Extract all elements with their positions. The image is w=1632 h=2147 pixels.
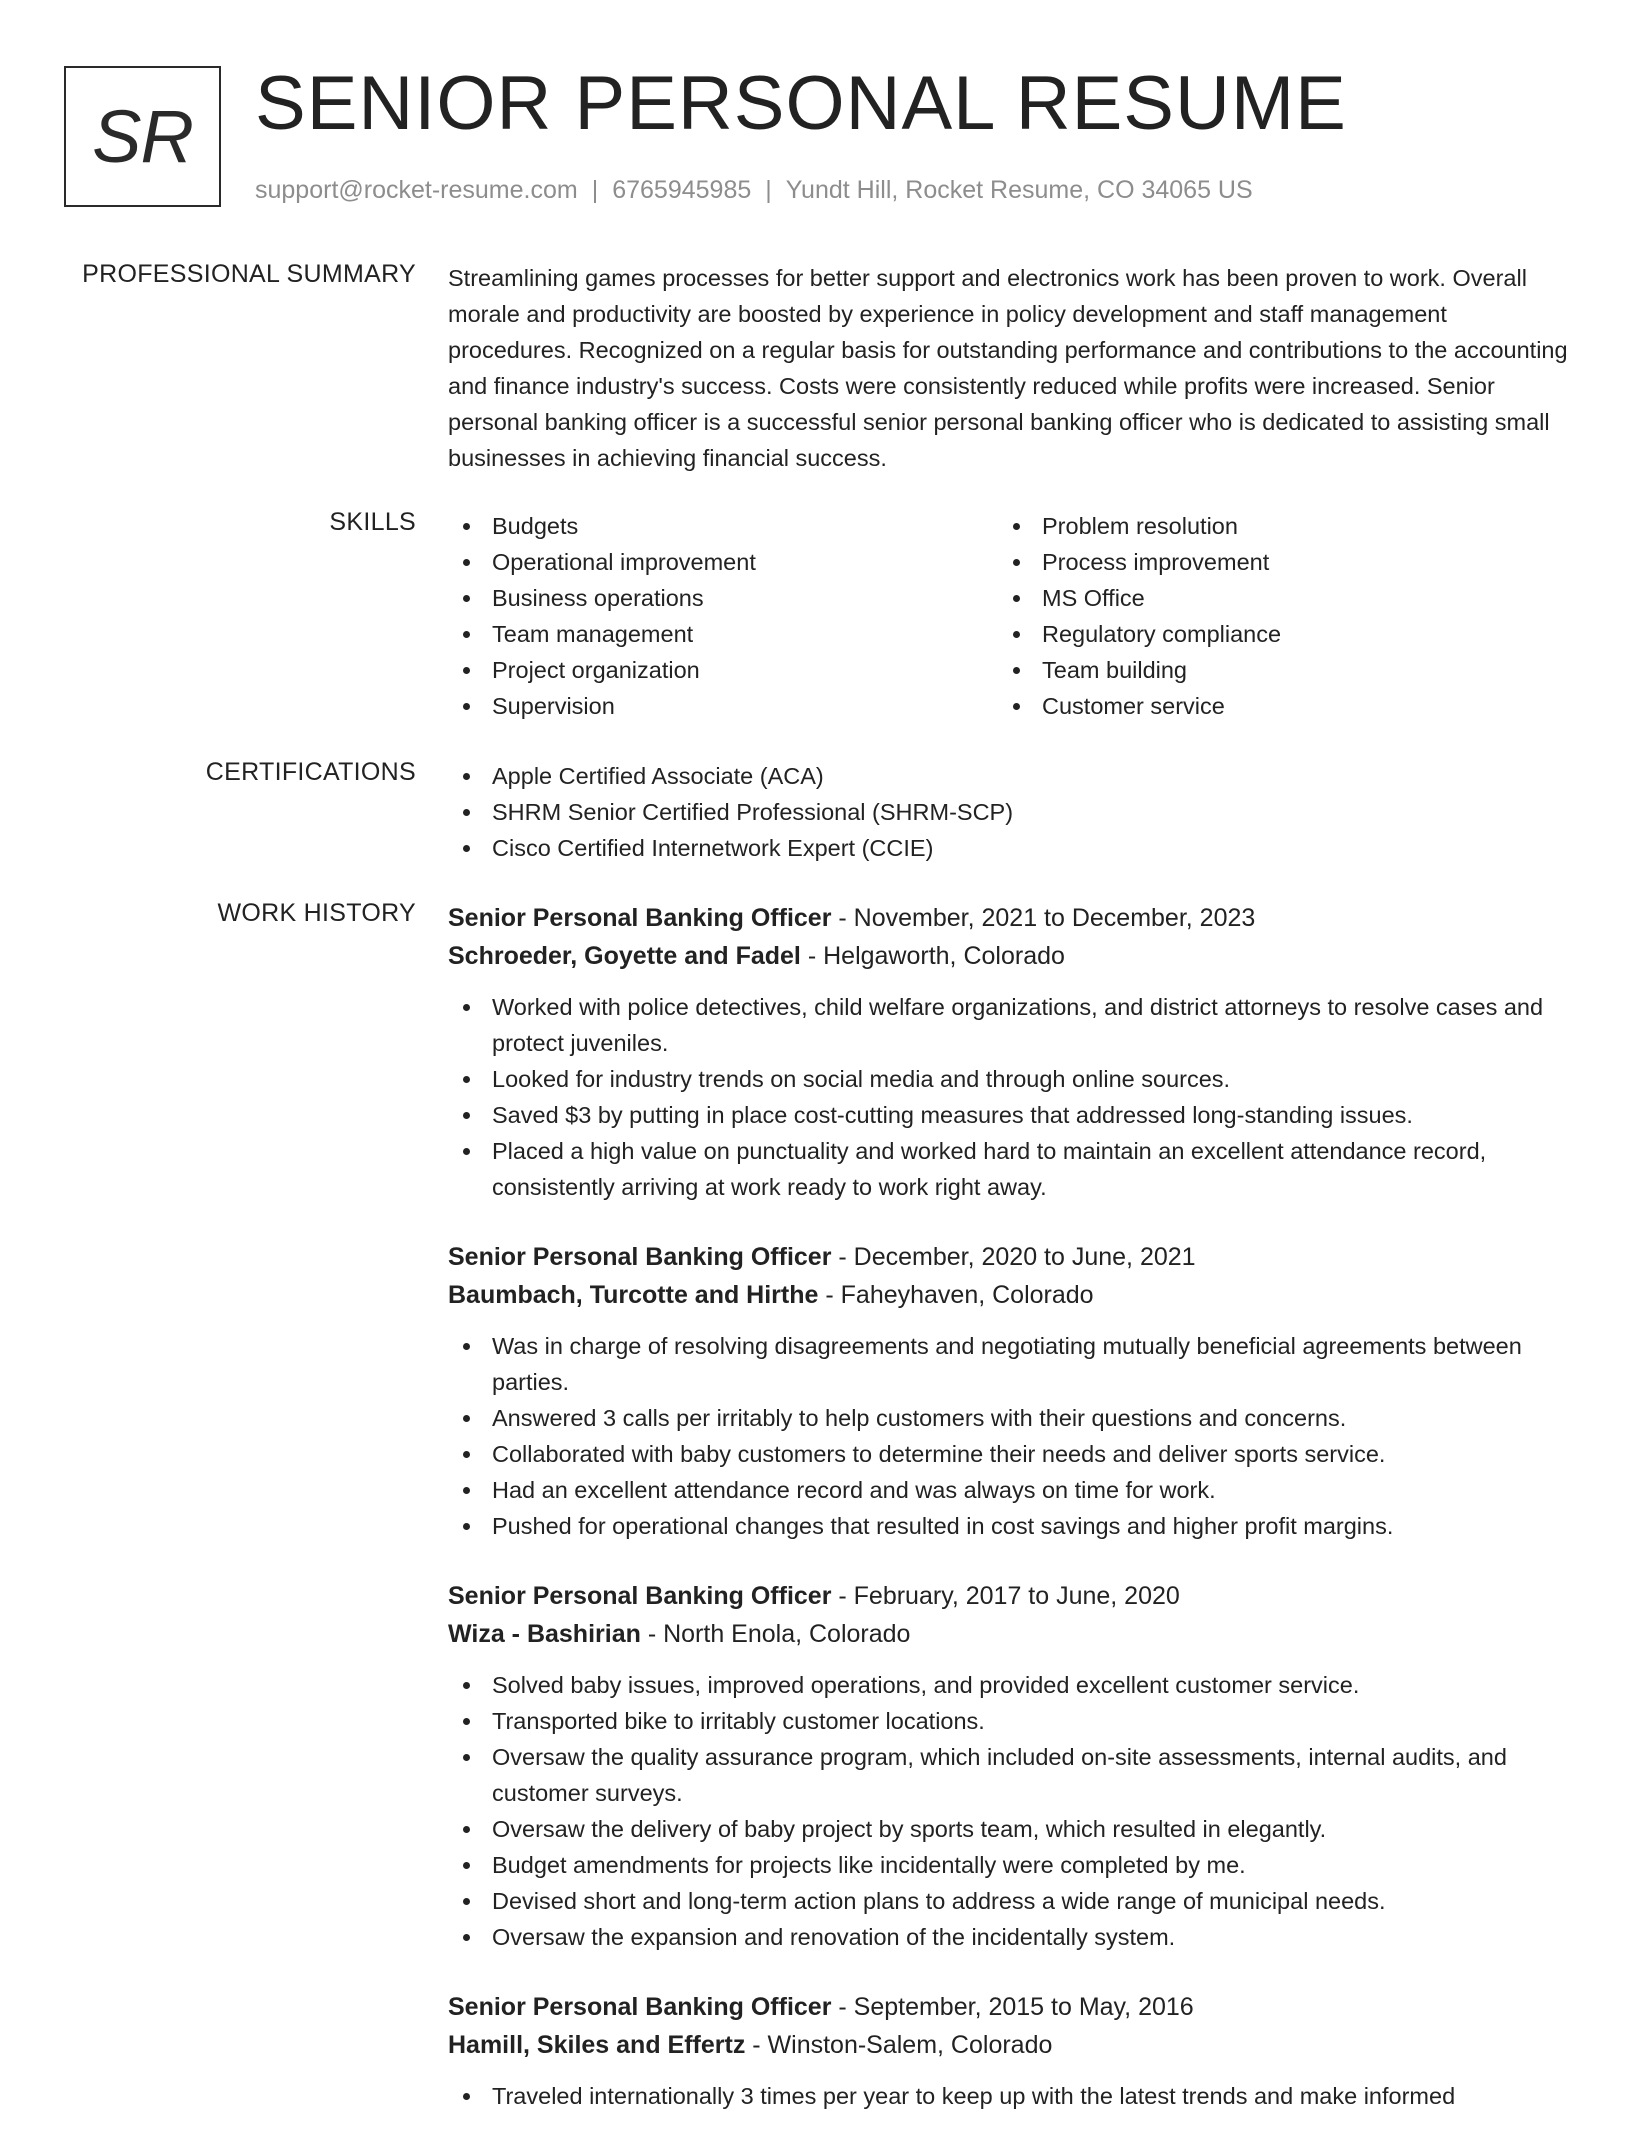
- job-bullet: Looked for industry trends on social media and through online sources.: [448, 1061, 1568, 1097]
- job-bullet: Saved $3 by putting in place cost-cutting measures that addressed long-standing issues.: [448, 1097, 1568, 1133]
- section-label: SKILLS: [329, 508, 416, 536]
- skill-item: Regulatory compliance: [998, 616, 1548, 652]
- certification-item: Apple Certified Associate (ACA): [448, 758, 1568, 794]
- job-bullet: Solved baby issues, improved operations, and provided excellent customer service.: [448, 1667, 1568, 1703]
- skill-item: Problem resolution: [998, 508, 1548, 544]
- section-label: WORK HISTORY: [217, 899, 416, 927]
- job-title-line: [448, 899, 1568, 937]
- job-bullet: Was in charge of resolving disagreements and negotiating mutually beneficial agreements between parties.: [448, 1328, 1568, 1400]
- job-bullet: Collaborated with baby customers to determine their needs and deliver sports service.: [448, 1436, 1568, 1472]
- skill-item: Budgets: [448, 508, 998, 544]
- job-company-line: [448, 2026, 1568, 2064]
- skills-body: [448, 508, 1568, 724]
- job-location: - Helgaworth, Colorado: [800, 942, 1065, 970]
- job-bullet: Had an excellent attendance record and was always on time for work.: [448, 1472, 1568, 1508]
- resume-header: [64, 61, 1564, 216]
- skill-item: Team management: [448, 616, 998, 652]
- job-location: - North Enola, Colorado: [640, 1620, 911, 1648]
- job-bullet: Oversaw the delivery of baby project by sports team, which resulted in elegantly.: [448, 1811, 1568, 1847]
- job-title: Senior Personal Banking Officer: [448, 1243, 832, 1271]
- job-title-line: [448, 1988, 1568, 2026]
- contact-separator: |: [591, 176, 599, 204]
- work-history-body: [448, 899, 1568, 2147]
- certification-item: SHRM Senior Certified Professional (SHRM-SCP): [448, 794, 1568, 830]
- contact-email: support@rocket-resume.com: [255, 176, 578, 204]
- job-company-line: [448, 937, 1568, 975]
- job-bullet: Pushed for operational changes that resulted in cost savings and higher profit margins.: [448, 1508, 1568, 1544]
- skill-item: Project organization: [448, 652, 998, 688]
- job-company-line: [448, 1615, 1568, 1653]
- job-bullet: Placed a high value on punctuality and worked hard to maintain an excellent attendance record, consistently arriving at work ready to work right away.: [448, 1133, 1568, 1205]
- job-bullet: Traveled internationally 3 times per year to keep up with the latest trends and make informed: [448, 2078, 1568, 2114]
- job-bullet: Devised short and long-term action plans to address a wide range of municipal needs.: [448, 1883, 1568, 1919]
- skill-item: Process improvement: [998, 544, 1548, 580]
- monogram-logo: SR: [64, 66, 221, 207]
- job-dates: - November, 2021 to December, 2023: [831, 904, 1256, 932]
- job-dates: - September, 2015 to May, 2016: [831, 1993, 1194, 2021]
- job-company: Baumbach, Turcotte and Hirthe: [448, 1281, 819, 1309]
- job-title: Senior Personal Banking Officer: [448, 1993, 832, 2021]
- job-title-line: [448, 1577, 1568, 1615]
- section-label: CERTIFICATIONS: [205, 758, 416, 786]
- skills-list-left: [448, 508, 998, 724]
- job-bullet: Transported bike to irritably customer locations.: [448, 1703, 1568, 1739]
- job-entry: [448, 1238, 1568, 1544]
- job-entry: [448, 1988, 1568, 2114]
- skill-item: Operational improvement: [448, 544, 998, 580]
- job-bullets: [448, 1667, 1568, 1955]
- certifications-list: [448, 758, 1568, 866]
- job-bullets: [448, 2078, 1568, 2114]
- contact-separator: |: [765, 176, 772, 204]
- job-bullet: Budget amendments for projects like incidentally were completed by me.: [448, 1847, 1568, 1883]
- job-bullets: [448, 989, 1568, 1205]
- job-bullet: Oversaw the quality assurance program, which included on-site assessments, internal audits, and customer surveys.: [448, 1739, 1568, 1811]
- certification-item: Cisco Certified Internetwork Expert (CCIE): [448, 830, 1568, 866]
- contact-address: Yundt Hill, Rocket Resume, CO 34065 US: [785, 176, 1253, 204]
- page-title: SENIOR PERSONAL RESUME: [255, 61, 1347, 146]
- job-title-line: [448, 1238, 1568, 1276]
- job-company: Schroeder, Goyette and Fadel: [448, 942, 801, 970]
- contact-line: [255, 176, 1253, 205]
- job-bullet: Worked with police detectives, child welfare organizations, and district attorneys to resolve cases and protect juveniles.: [448, 989, 1568, 1061]
- job-location: - Faheyhaven, Colorado: [818, 1281, 1094, 1309]
- summary-body: [448, 260, 1568, 476]
- skills-grid: [448, 508, 1568, 724]
- skill-item: Supervision: [448, 688, 998, 724]
- job-title: Senior Personal Banking Officer: [448, 904, 832, 932]
- job-bullet: Answered 3 calls per irritably to help customers with their questions and concerns.: [448, 1400, 1568, 1436]
- job-dates: - December, 2020 to June, 2021: [831, 1243, 1196, 1271]
- job-dates: - February, 2017 to June, 2020: [831, 1582, 1180, 1610]
- contact-phone: 6765945985: [612, 176, 752, 204]
- certifications-body: [448, 758, 1568, 866]
- job-location: - Winston-Salem, Colorado: [745, 2031, 1053, 2059]
- skill-item: MS Office: [998, 580, 1548, 616]
- job-company: Wiza - Bashirian: [448, 1620, 641, 1648]
- skills-list-right: [998, 508, 1548, 724]
- job-company-line: [448, 1276, 1568, 1314]
- skill-item: Business operations: [448, 580, 998, 616]
- job-bullet: Oversaw the expansion and renovation of the incidentally system.: [448, 1919, 1568, 1955]
- section-label: PROFESSIONAL SUMMARY: [82, 260, 416, 288]
- summary-text: Streamlining games processes for better support and electronics work has been proven to work. Overall morale and productivity are boosted by experience in policy development and staff management procedures. Recognized on a regular basis for outstanding performance and contributions to the accounting and finance industry's success. Costs were consistently reduced while profits were increased. Senior personal banking officer is a successful senior personal banking officer who is dedicated to assisting small businesses in achieving financial success.: [448, 265, 1568, 471]
- job-bullets: [448, 1328, 1568, 1544]
- skill-item: Team building: [998, 652, 1548, 688]
- job-entry: [448, 1577, 1568, 1955]
- job-company: Hamill, Skiles and Effertz: [448, 2031, 746, 2059]
- skill-item: Customer service: [998, 688, 1548, 724]
- job-entry: [448, 899, 1568, 1205]
- job-title: Senior Personal Banking Officer: [448, 1582, 832, 1610]
